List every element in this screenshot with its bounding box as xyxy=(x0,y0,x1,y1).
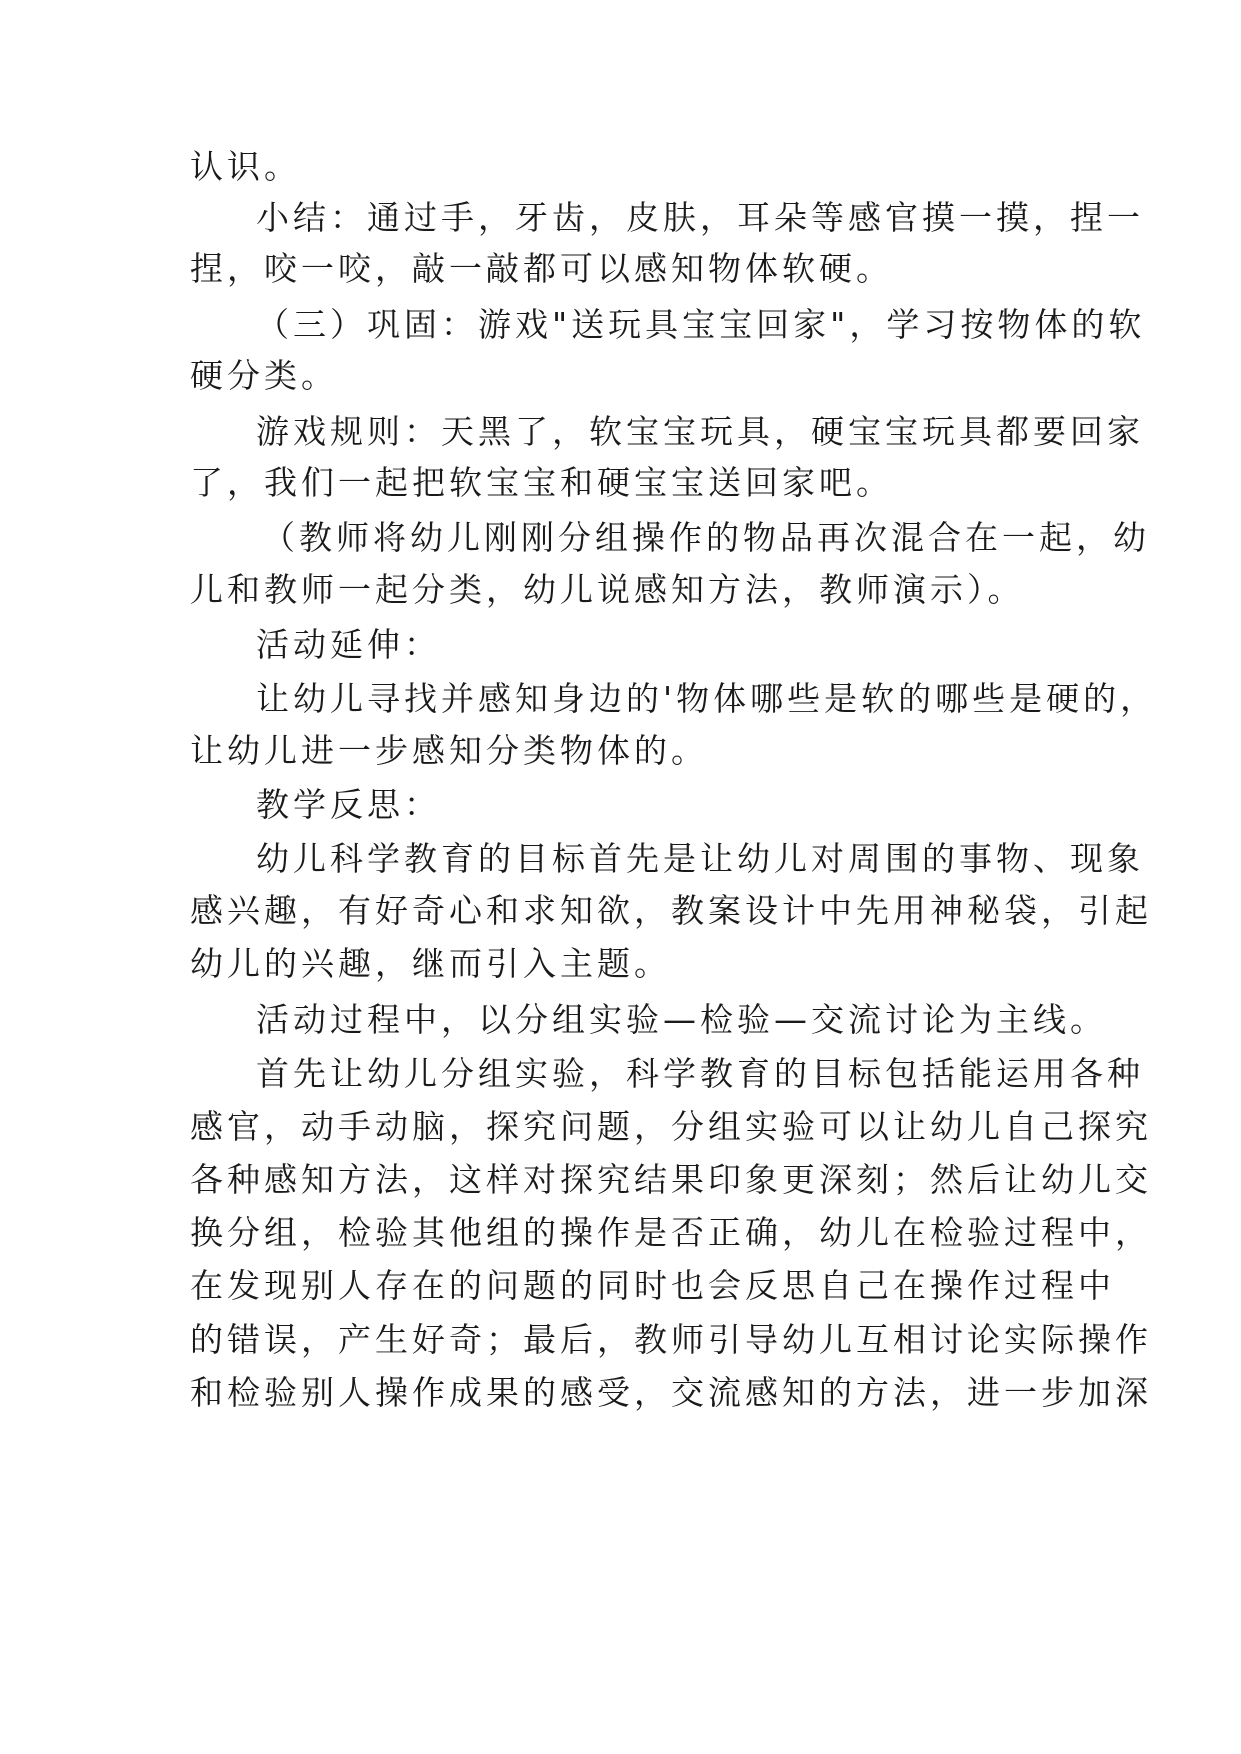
section-heading: 活动延伸： xyxy=(256,625,441,664)
text-line: 感官，动手动脑，探究问题，分组实验可以让幼儿自己探究 xyxy=(190,1107,1152,1146)
text-line: 活动过程中，以分组实验—检验—交流讨论为主线。 xyxy=(256,1000,1107,1039)
text-line: 的错误，产生好奇；最后，教师引导幼儿互相讨论实际操作 xyxy=(190,1320,1152,1359)
text-line: 各种感知方法，这样对探究结果印象更深刻；然后让幼儿交 xyxy=(190,1160,1152,1199)
text-line: 认识。 xyxy=(190,147,301,186)
text-line: 让幼儿进一步感知分类物体的。 xyxy=(190,731,708,770)
text-line: 幼儿的兴趣，继而引入主题。 xyxy=(190,944,671,983)
text-line: 游戏规则：天黑了，软宝宝玩具，硬宝宝玩具都要回家 xyxy=(256,412,1144,451)
text-line: 捏，咬一咬，敲一敲都可以感知物体软硬。 xyxy=(190,249,893,288)
section-heading: 教学反思： xyxy=(256,785,441,824)
text-line: 幼儿科学教育的目标首先是让幼儿对周围的事物、现象 xyxy=(256,839,1144,878)
text-line: 儿和教师一起分类，幼儿说感知方法，教师演示）。 xyxy=(190,570,1025,609)
text-line: 换分组，检验其他组的操作是否正确，幼儿在检验过程中， xyxy=(190,1213,1152,1252)
text-line: 小结：通过手，牙齿，皮肤，耳朵等感官摸一摸，捏一 xyxy=(256,198,1144,237)
text-line: 了，我们一起把软宝宝和硬宝宝送回家吧。 xyxy=(190,463,893,502)
text-line: 感兴趣，有好奇心和求知欲，教案设计中先用神秘袋，引起 xyxy=(190,891,1152,930)
text-line: 让幼儿寻找并感知身边的'物体哪些是软的哪些是硬的， xyxy=(256,679,1158,718)
text-line: 和检验别人操作成果的感受，交流感知的方法，进一步加深 xyxy=(190,1373,1152,1412)
text-line: 硬分类。 xyxy=(190,356,338,395)
text-line: 在发现别人存在的问题的同时也会反思自己在操作过程中 xyxy=(190,1266,1115,1305)
text-line: 首先让幼儿分组实验，科学教育的目标包括能运用各种 xyxy=(256,1054,1144,1093)
section-heading: （三）巩固：游戏"送玩具宝宝回家"，学习按物体的软 xyxy=(256,305,1146,344)
text-line: （教师将幼儿刚刚分组操作的物品再次混合在一起，幼 xyxy=(262,518,1150,557)
